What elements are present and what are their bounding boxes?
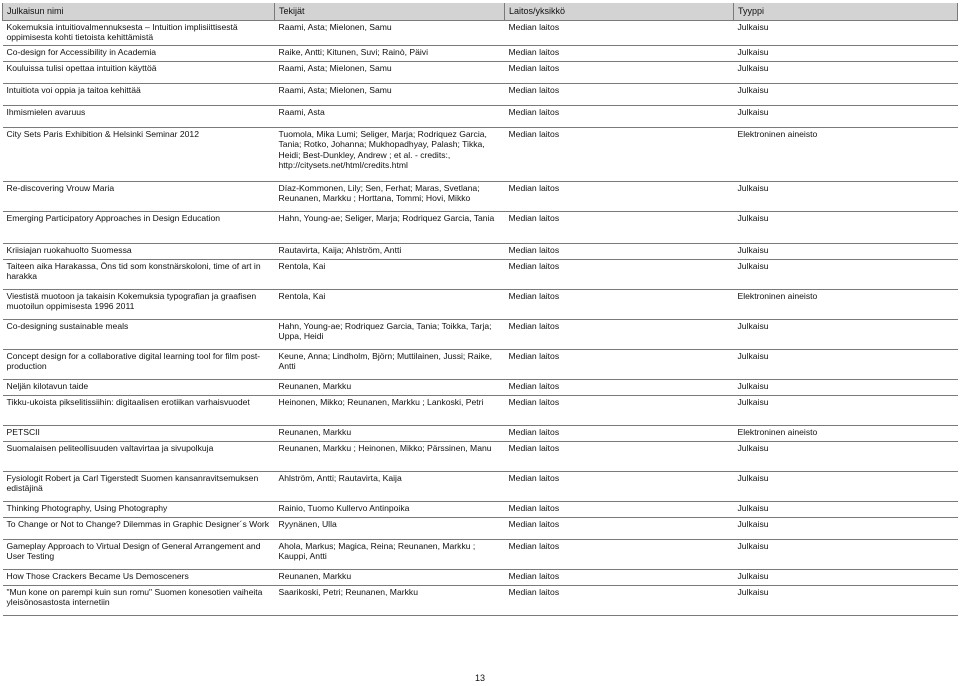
table-row: [3, 501, 958, 517]
cell-title: Gameplay Approach to Virtual Design of General Arrangement and User Testing: [3, 539, 275, 569]
column-header-title: Julkaisun nimi: [3, 3, 275, 21]
cell-unit: Median laitos: [505, 501, 734, 517]
cell-type: Julkaisu: [734, 539, 958, 569]
table-header-row: [3, 3, 958, 21]
cell-type: Julkaisu: [734, 569, 958, 585]
cell-authors: Raami, Asta; Mielonen, Samu: [275, 21, 505, 46]
table-row: [3, 181, 958, 211]
cell-title: Co-design for Accessibility in Academia: [3, 45, 275, 61]
cell-title: How Those Crackers Became Us Demosceners: [3, 569, 275, 585]
cell-unit: Median laitos: [505, 585, 734, 615]
table-row: [3, 319, 958, 349]
cell-type: Julkaisu: [734, 319, 958, 349]
cell-unit: Median laitos: [505, 379, 734, 395]
cell-unit: Median laitos: [505, 61, 734, 83]
publications-table: [2, 3, 958, 616]
cell-type: Julkaisu: [734, 211, 958, 243]
cell-type: Julkaisu: [734, 349, 958, 379]
cell-title: Fysiologit Robert ja Carl Tigerstedt Suomen kansanravitsemuksen edistäjinä: [3, 471, 275, 501]
cell-unit: Median laitos: [505, 441, 734, 471]
cell-unit: Median laitos: [505, 21, 734, 46]
cell-unit: Median laitos: [505, 105, 734, 127]
cell-title: To Change or Not to Change? Dilemmas in Graphic Designer´s Work: [3, 517, 275, 539]
cell-type: Julkaisu: [734, 21, 958, 46]
cell-type: Julkaisu: [734, 517, 958, 539]
cell-authors: Raike, Antti; Kitunen, Suvi; Rainò, Päivi: [275, 45, 505, 61]
cell-unit: Median laitos: [505, 395, 734, 425]
cell-type: Julkaisu: [734, 45, 958, 61]
cell-unit: Median laitos: [505, 349, 734, 379]
cell-authors: Heinonen, Mikko; Reunanen, Markku ; Lankoski, Petri: [275, 395, 505, 425]
cell-authors: Reunanen, Markku: [275, 569, 505, 585]
cell-title: Kriisiajan ruokahuolto Suomessa: [3, 243, 275, 259]
cell-authors: Raami, Asta; Mielonen, Samu: [275, 61, 505, 83]
cell-type: Julkaisu: [734, 441, 958, 471]
cell-title: Neljän kilotavun taide: [3, 379, 275, 395]
cell-authors: Rainio, Tuomo Kullervo Antinpoika: [275, 501, 505, 517]
cell-unit: Median laitos: [505, 211, 734, 243]
cell-type: Elektroninen aineisto: [734, 425, 958, 441]
cell-title: Re-discovering Vrouw Maria: [3, 181, 275, 211]
cell-type: Julkaisu: [734, 395, 958, 425]
cell-type: Julkaisu: [734, 585, 958, 615]
table-row: [3, 259, 958, 289]
cell-type: Elektroninen aineisto: [734, 289, 958, 319]
cell-unit: Median laitos: [505, 127, 734, 181]
cell-title: Concept design for a collaborative digital learning tool for film post-production: [3, 349, 275, 379]
cell-title: Tikku-ukoista pikselitissiihin: digitaalisen erotiikan varhaisvuodet: [3, 395, 275, 425]
cell-title: Viestistä muotoon ja takaisin Kokemuksia typografian ja graafisen muotoilun oppimisesta 1996 2011: [3, 289, 275, 319]
table-row: [3, 349, 958, 379]
column-header-unit: Laitos/yksikkö: [505, 3, 734, 21]
cell-authors: Hahn, Young-ae; Seliger, Marja; Rodriquez Garcia, Tania: [275, 211, 505, 243]
cell-authors: Saarikoski, Petri; Reunanen, Markku: [275, 585, 505, 615]
column-header-type: Tyyppi: [734, 3, 958, 21]
cell-title: Ihmismielen avaruus: [3, 105, 275, 127]
table-row: [3, 83, 958, 105]
page-number: 13: [474, 673, 485, 683]
cell-authors: Ahola, Markus; Magica, Reina; Reunanen, Markku ; Kauppi, Antti: [275, 539, 505, 569]
table-body: [3, 21, 958, 616]
cell-authors: Reunanen, Markku: [275, 379, 505, 395]
table-row: [3, 21, 958, 46]
cell-authors: Rentola, Kai: [275, 259, 505, 289]
table-row: [3, 289, 958, 319]
cell-title: Kokemuksia intuitiovalmennuksesta – Intuition implisiittisestä oppimisesta kohti tietoista kehittämistä: [3, 21, 275, 46]
cell-title: "Mun kone on parempi kuin sun romu" Suomen konesotien vaiheita yleisönosastosta internetiin: [3, 585, 275, 615]
cell-type: Elektroninen aineisto: [734, 127, 958, 181]
cell-title: Suomalaisen peliteollisuuden valtavirtaa ja sivupolkuja: [3, 441, 275, 471]
cell-title: Intuitiota voi oppia ja taitoa kehittää: [3, 83, 275, 105]
cell-unit: Median laitos: [505, 45, 734, 61]
cell-title: Kouluissa tulisi opettaa intuition käyttöä: [3, 61, 275, 83]
table-row: [3, 395, 958, 425]
cell-authors: Keune, Anna; Lindholm, Björn; Muttilainen, Jussi; Raike, Antti: [275, 349, 505, 379]
cell-authors: Raami, Asta: [275, 105, 505, 127]
table-row: [3, 127, 958, 181]
cell-type: Julkaisu: [734, 83, 958, 105]
cell-title: City Sets Paris Exhibition & Helsinki Seminar 2012: [3, 127, 275, 181]
column-header-authors: Tekijät: [275, 3, 505, 21]
cell-authors: Raami, Asta; Mielonen, Samu: [275, 83, 505, 105]
cell-unit: Median laitos: [505, 243, 734, 259]
table-row: [3, 539, 958, 569]
cell-type: Julkaisu: [734, 501, 958, 517]
cell-authors: Reunanen, Markku: [275, 425, 505, 441]
table-row: [3, 425, 958, 441]
cell-authors: Ryynänen, Ulla: [275, 517, 505, 539]
cell-authors: Reunanen, Markku ; Heinonen, Mikko; Pärssinen, Manu: [275, 441, 505, 471]
table-row: [3, 61, 958, 83]
cell-unit: Median laitos: [505, 259, 734, 289]
cell-type: Julkaisu: [734, 181, 958, 211]
cell-unit: Median laitos: [505, 471, 734, 501]
table-row: [3, 379, 958, 395]
table-row: [3, 441, 958, 471]
cell-type: Julkaisu: [734, 259, 958, 289]
table-row: [3, 569, 958, 585]
cell-authors: Hahn, Young-ae; Rodriquez Garcia, Tania; Toikka, Tarja; Uppa, Heidi: [275, 319, 505, 349]
cell-authors: Rautavirta, Kaija; Ahlström, Antti: [275, 243, 505, 259]
cell-title: Thinking Photography, Using Photography: [3, 501, 275, 517]
table-row: [3, 585, 958, 615]
table-row: [3, 517, 958, 539]
cell-unit: Median laitos: [505, 289, 734, 319]
cell-type: Julkaisu: [734, 471, 958, 501]
cell-authors: Tuomola, Mika Lumi; Seliger, Marja; Rodriquez Garcia, Tania; Rotko, Johanna; Mukhopadhyay, Palash; Tikka, Heidi; Best-Dunkley, Andrew ; et al. - credits:, http://citysets.net/html/credits.html: [275, 127, 505, 181]
cell-unit: Median laitos: [505, 319, 734, 349]
table-row: [3, 471, 958, 501]
cell-type: Julkaisu: [734, 105, 958, 127]
table-row: [3, 243, 958, 259]
cell-title: Emerging Participatory Approaches in Design Education: [3, 211, 275, 243]
cell-authors: Ahlström, Antti; Rautavirta, Kaija: [275, 471, 505, 501]
cell-unit: Median laitos: [505, 517, 734, 539]
table-row: [3, 211, 958, 243]
cell-unit: Median laitos: [505, 539, 734, 569]
table-row: [3, 105, 958, 127]
table-row: [3, 45, 958, 61]
cell-title: Taiteen aika Harakassa, Öns tid som konstnärskoloni, time of art in harakka: [3, 259, 275, 289]
cell-unit: Median laitos: [505, 181, 734, 211]
cell-type: Julkaisu: [734, 61, 958, 83]
cell-type: Julkaisu: [734, 379, 958, 395]
cell-type: Julkaisu: [734, 243, 958, 259]
cell-unit: Median laitos: [505, 425, 734, 441]
cell-title: Co-designing sustainable meals: [3, 319, 275, 349]
cell-authors: Rentola, Kai: [275, 289, 505, 319]
cell-title: PETSCII: [3, 425, 275, 441]
cell-unit: Median laitos: [505, 569, 734, 585]
cell-authors: Díaz-Kommonen, Lily; Sen, Ferhat; Maras, Svetlana; Reunanen, Markku ; Horttana, Tommi; Hovi, Mikko: [275, 181, 505, 211]
cell-unit: Median laitos: [505, 83, 734, 105]
